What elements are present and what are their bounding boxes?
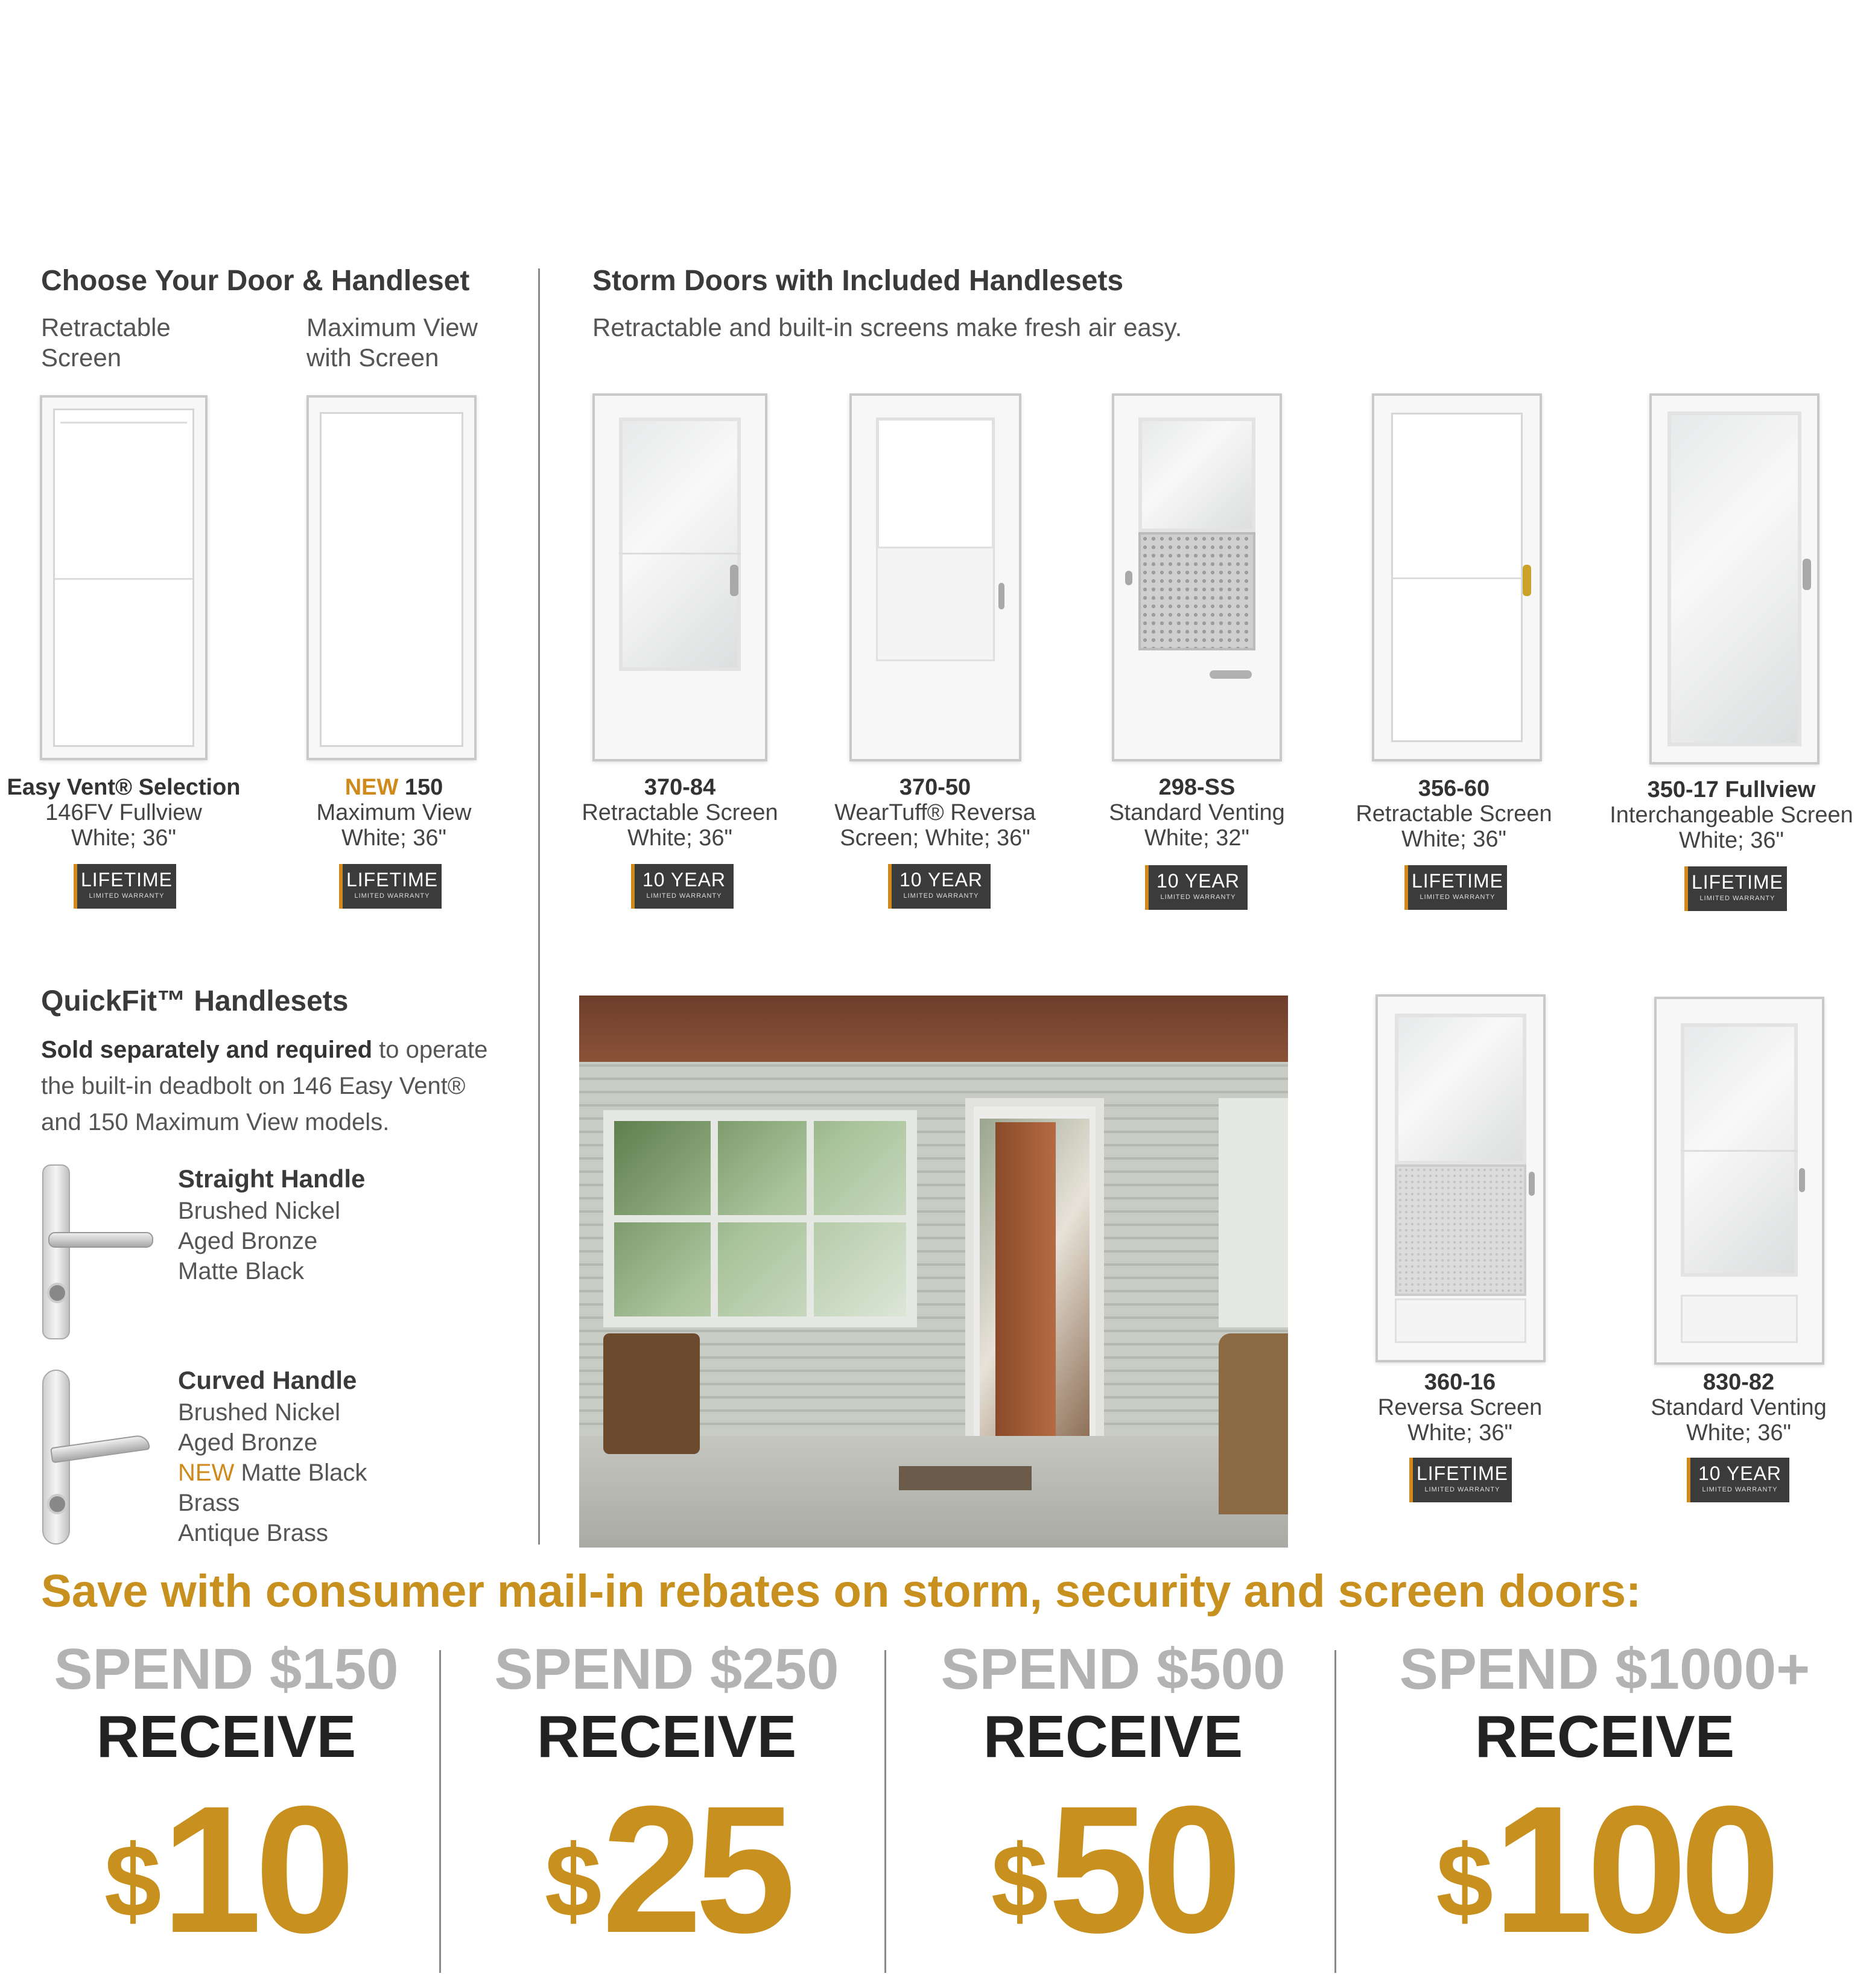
door-298-ss-label	[1070, 775, 1324, 851]
warranty-sub: LIMITED WARRANTY	[89, 892, 165, 900]
door-830-82-label	[1612, 1370, 1865, 1446]
door-name: Easy Vent® Selection	[7, 775, 241, 800]
amount-value: 25	[601, 1768, 789, 1971]
amount-value: 50	[1048, 1768, 1236, 1971]
warranty-text: 10 YEAR	[642, 869, 726, 891]
door-830-82[interactable]	[1654, 997, 1824, 1365]
door-spec: White; 36"	[1407, 1420, 1512, 1446]
door-model: Maximum View	[316, 800, 472, 825]
door-356-60[interactable]	[1372, 393, 1542, 761]
spend-250: SPEND $250	[494, 1637, 839, 1701]
door-name: Retractable Screen	[1356, 801, 1552, 827]
finish-option: Antique Brass	[178, 1520, 329, 1546]
door-298-ss[interactable]	[1112, 393, 1282, 761]
curved-handle-info	[178, 1366, 367, 1548]
rebate-amount-50	[905, 1768, 1321, 1971]
warranty-sub: LIMITED WARRANTY	[903, 892, 979, 900]
currency-symbol: $	[104, 1824, 162, 1939]
handle-name: Straight Handle	[178, 1164, 366, 1193]
door-360-16-label	[1333, 1370, 1587, 1446]
finish-option: Aged Bronze	[178, 1228, 318, 1254]
door-370-50[interactable]	[849, 393, 1021, 761]
door-spec: White; 36"	[627, 825, 732, 851]
warranty-badge	[1687, 1458, 1789, 1502]
finish-option: Aged Bronze	[178, 1429, 318, 1456]
warranty-text: 10 YEAR	[1698, 1462, 1782, 1484]
door-model: 146FV Fullview	[45, 800, 202, 825]
curved-options	[178, 1397, 367, 1548]
finish-option: Matte Black	[178, 1258, 304, 1285]
sub-line: Retractable	[41, 313, 171, 341]
rebate-amount-25	[458, 1768, 875, 1971]
warranty-sub: LIMITED WARRANTY	[1424, 1486, 1500, 1493]
doormat	[899, 1466, 1032, 1490]
warranty-badge	[1145, 865, 1248, 910]
door-spec: White; 36"	[341, 825, 446, 851]
door-spec: White; 36"	[1686, 1420, 1791, 1446]
door-spec: White; 36"	[1678, 828, 1784, 853]
sub-line: Screen	[41, 343, 122, 372]
warranty-text: LIFETIME	[1416, 1462, 1508, 1484]
door-name: Standard Venting	[1109, 800, 1285, 825]
finish-option-text: Matte Black	[241, 1459, 367, 1486]
sub-line: with Screen	[306, 343, 439, 372]
rebate-divider	[1334, 1650, 1336, 1973]
amount-value: 100	[1493, 1768, 1774, 1971]
storm-doors-subtitle: Retractable and built-in screens make fresh air easy.	[592, 313, 1182, 341]
finish-option: Brass	[178, 1490, 240, 1516]
maximum-view-heading	[306, 313, 478, 373]
straight-handle-image	[36, 1164, 157, 1345]
rebate-amount-10	[24, 1768, 428, 1971]
warranty-badge	[1404, 865, 1507, 910]
sub-line: Maximum View	[306, 313, 478, 341]
door-360-16[interactable]	[1375, 994, 1546, 1362]
warranty-badge	[74, 864, 176, 909]
door-name: Standard Venting	[1651, 1395, 1827, 1420]
door-350-17-label	[1581, 777, 1875, 853]
door-spec: White; 32"	[1144, 825, 1249, 851]
porch-ceiling	[579, 996, 1288, 1062]
door-356-60-label	[1327, 776, 1581, 852]
door-model: 370-84	[644, 775, 716, 800]
finish-option: Brushed Nickel	[178, 1198, 341, 1224]
door-spec: White; 36"	[1401, 827, 1506, 852]
door-350-17[interactable]	[1649, 393, 1819, 764]
amount-value: 10	[161, 1768, 349, 1971]
rebate-amount-100	[1351, 1768, 1858, 1971]
receive-label: RECEIVE	[96, 1703, 357, 1770]
warranty-text: LIFETIME	[80, 869, 173, 891]
door-model: 350-17 Fullview	[1647, 777, 1816, 802]
chair	[603, 1333, 700, 1454]
warranty-sub: LIMITED WARRANTY	[1699, 895, 1775, 902]
door-150-label	[267, 775, 521, 851]
warranty-sub: LIMITED WARRANTY	[354, 892, 430, 900]
warranty-sub: LIMITED WARRANTY	[1160, 894, 1236, 901]
rebate-divider	[439, 1650, 441, 1973]
door-spec: Screen; White; 36"	[840, 825, 1030, 851]
currency-symbol: $	[1436, 1824, 1493, 1939]
desc-text: to operate	[372, 1037, 488, 1063]
door-370-84-label	[553, 775, 807, 851]
desc-text: and 150 Maximum View models.	[41, 1109, 390, 1135]
wood-door	[995, 1122, 1056, 1448]
door-146fv-label	[0, 775, 250, 851]
door-model: 360-16	[1424, 1370, 1496, 1395]
door-model: 356-60	[1418, 776, 1490, 801]
currency-symbol: $	[991, 1824, 1049, 1939]
quickfit-title: QuickFit™ Handlesets	[41, 985, 349, 1017]
receive-label: RECEIVE	[536, 1703, 797, 1770]
warranty-badge	[631, 864, 734, 909]
door-spec: White; 36"	[71, 825, 176, 851]
warranty-badge	[1684, 866, 1787, 911]
door-370-84[interactable]	[592, 393, 767, 761]
warranty-badge	[888, 864, 991, 909]
lounge-chair	[1219, 1333, 1288, 1514]
warranty-sub: LIMITED WARRANTY	[1420, 894, 1496, 901]
spend-150: SPEND $150	[54, 1637, 399, 1701]
warranty-sub: LIMITED WARRANTY	[1702, 1486, 1778, 1493]
door-name: WearTuff® Reversa	[834, 800, 1036, 825]
rebate-title: Save with consumer mail-in rebates on storm, security and screen doors:	[41, 1566, 1642, 1617]
choose-door-title: Choose Your Door & Handleset	[41, 265, 470, 297]
door-name: Retractable Screen	[582, 800, 778, 825]
finish-option: Brushed Nickel	[178, 1399, 341, 1426]
rebate-divider	[884, 1650, 886, 1973]
door-model: 830-82	[1702, 1370, 1775, 1395]
straight-options	[178, 1196, 365, 1286]
warranty-badge	[1409, 1458, 1512, 1502]
storm-doors-title: Storm Doors with Included Handlesets	[592, 265, 1124, 297]
receive-label: RECEIVE	[983, 1703, 1243, 1770]
spend-1000: SPEND $1000+	[1399, 1637, 1810, 1701]
warranty-text: LIFETIME	[1691, 871, 1783, 893]
warranty-text: 10 YEAR	[1156, 870, 1240, 892]
door-370-50-label	[808, 775, 1062, 851]
door-name: 150	[404, 775, 443, 800]
warranty-text: LIFETIME	[1411, 870, 1503, 892]
handle-name: Curved Handle	[178, 1366, 357, 1394]
desc-bold: Sold separately and required	[41, 1037, 373, 1063]
warranty-text: LIFETIME	[346, 869, 438, 891]
retractable-screen-heading	[41, 313, 171, 373]
spend-500: SPEND $500	[941, 1637, 1286, 1701]
door-name: Reversa Screen	[1377, 1395, 1543, 1420]
finish-option	[178, 1458, 367, 1488]
door-model: 370-50	[899, 775, 971, 800]
column-divider	[538, 268, 540, 1545]
new-tag: NEW	[344, 775, 399, 800]
warranty-sub: LIMITED WARRANTY	[646, 892, 722, 900]
new-tag: NEW	[178, 1459, 235, 1486]
window	[603, 1110, 917, 1327]
door-model: 298-SS	[1158, 775, 1236, 800]
straight-handle-info	[178, 1164, 365, 1286]
warranty-text: 10 YEAR	[899, 869, 983, 891]
door-name: Interchangeable Screen	[1610, 802, 1853, 828]
door-146fv[interactable]	[40, 395, 208, 760]
desc-text: the built-in deadbolt on 146 Easy Vent®	[41, 1073, 466, 1099]
receive-label: RECEIVE	[1474, 1703, 1735, 1770]
door-150[interactable]	[306, 395, 477, 760]
currency-symbol: $	[544, 1824, 602, 1939]
porch-photo	[579, 996, 1288, 1548]
window-right	[1219, 1098, 1288, 1327]
curved-handle-image	[36, 1370, 157, 1551]
quickfit-description	[41, 1032, 536, 1140]
warranty-badge	[339, 864, 442, 909]
